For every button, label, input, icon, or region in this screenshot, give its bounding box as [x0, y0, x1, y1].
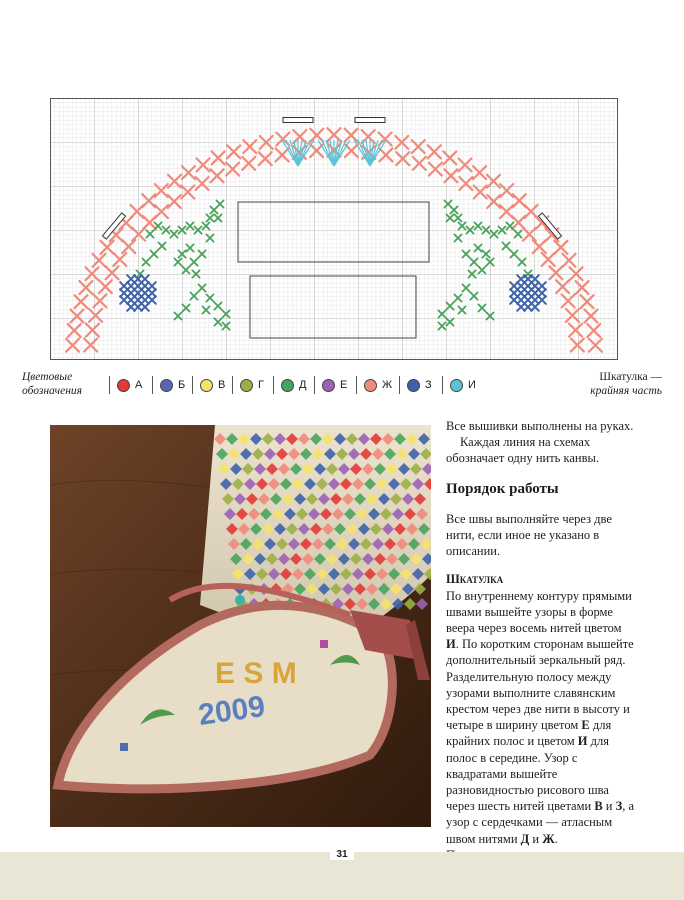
legend-separator [109, 376, 110, 394]
color-swatch-icon [450, 379, 463, 392]
paragraph-text: , а узор с сердечками — атласным швом нитями [446, 799, 635, 846]
color-swatch-icon [160, 379, 173, 392]
color-letter: И [577, 734, 588, 749]
photo-initials: E S M [215, 657, 297, 690]
paragraph-text: . [554, 831, 558, 846]
paragraph-text: для полос в середине. Узор с квадратами вышейте разновидностью рисового шва через шесть нитей цветами [446, 734, 610, 814]
legend-item [281, 377, 306, 393]
intro-line-2: Каждая линия на схемах обозначает одну нить канвы. [446, 435, 600, 466]
legend-item [322, 377, 347, 393]
bar-symbol [355, 118, 385, 123]
legend-letter: И [468, 379, 476, 391]
color-letter: Д [520, 831, 530, 846]
legend-separator [356, 376, 357, 394]
legend-separator [232, 376, 233, 394]
paragraph-general: Все швы выполняйте через две нити, если иное не указано в описании. [446, 511, 612, 559]
legend-separator [399, 376, 400, 394]
color-swatch-icon [407, 379, 420, 392]
color-swatch-icon [200, 379, 213, 392]
legend-item [240, 377, 264, 393]
paragraph-text: . По коротким сторонам вышейте дополнительный зеркальный ряд. Разделительную полосу между узорами выполните славянским крестом через две нити в высоту и четыре в ширину цветом [446, 637, 634, 733]
legend-letter: Б [178, 379, 186, 391]
color-swatch-icon [240, 379, 253, 392]
legend-title: Цветовые обозначения [22, 371, 83, 397]
cross-stitch-chart [50, 98, 618, 360]
intro-line-1: Все вышивки выполнены на руках. [446, 419, 634, 433]
color-letter: З [615, 799, 623, 814]
legend-item [364, 377, 392, 393]
paragraph-text: и [529, 831, 543, 846]
legend-letter: А [135, 379, 143, 391]
legend-item [407, 377, 432, 393]
color-legend [22, 370, 662, 404]
color-swatch-icon [322, 379, 335, 392]
legend-letter: Е [340, 379, 348, 391]
color-letter: В [594, 799, 603, 814]
legend-letter: Д [299, 379, 307, 391]
legend-separator [314, 376, 315, 394]
paragraph-text: По внутреннему контуру прямыми швами вышейте узоры в форме веера через восемь нитей цветом [446, 588, 632, 636]
legend-separator [273, 376, 274, 394]
subheading-box: Шкатулка [446, 572, 504, 587]
instructions-column [446, 418, 636, 863]
paragraph-text: для крайних полос и цветом [446, 718, 612, 749]
page-number: 31 [0, 849, 684, 860]
turquoise-fan-motifs [282, 140, 386, 166]
color-swatch-icon [364, 379, 377, 392]
legend-item [200, 377, 225, 393]
paragraph-box-steps [446, 588, 636, 863]
color-swatch-icon [117, 379, 130, 392]
embroidered-box-photo [50, 425, 431, 827]
legend-separator [192, 376, 193, 394]
bar-symbol [283, 118, 313, 123]
legend-separator [442, 376, 443, 394]
legend-letter: В [218, 379, 226, 391]
legend-item [450, 377, 476, 393]
photo-year: 2009 [196, 689, 268, 732]
legend-letter: З [425, 379, 432, 391]
legend-item [117, 377, 142, 393]
chart-caption: Шкатулка — крайняя часть [590, 371, 662, 397]
color-letter: И [446, 637, 456, 652]
legend-item [160, 377, 185, 393]
section-title: Порядок работы [446, 480, 559, 497]
legend-letter: Г [258, 379, 264, 391]
legend-letter: Ж [382, 379, 393, 391]
color-letter: Е [581, 718, 590, 733]
color-swatch-icon [281, 379, 294, 392]
color-letter: Ж [542, 831, 555, 846]
paragraph-text: и [602, 799, 616, 814]
legend-separator [152, 376, 153, 394]
